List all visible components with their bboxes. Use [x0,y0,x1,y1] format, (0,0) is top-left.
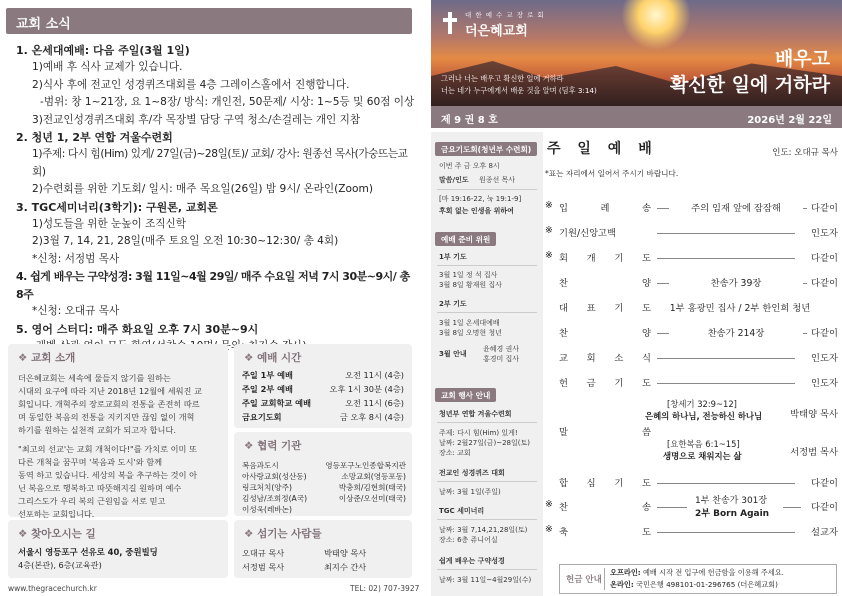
offering-online [610,580,778,590]
label-char: 기 [614,303,624,314]
divider [437,189,537,190]
service-leader: 인도: 오대규 목사 [772,148,838,158]
banner-title-line1: 배우고 [774,48,830,70]
news-item-5-line: 문의: [220,339,245,352]
label-char: 도 [642,253,651,264]
service-times-box [234,344,412,428]
order-label [559,524,651,538]
label-char: 도 [642,303,651,314]
right-page [421,0,842,596]
label-char: 찬 [559,328,568,339]
usher-head: 3월 안내 [439,350,467,358]
divider [437,519,537,520]
news-item-4-title: 4. 쉽게 배우는 구약성경: 3월 11일~4월 29일/ 매주 수요일 저녁 7시 30분~9시/ 총 8주 [16,270,410,301]
sermon-block [545,394,842,464]
order-row [545,225,842,241]
partner-name: 아사랑교회(성산동) [242,472,307,481]
news-item-4-line: *신청: 오대규 목사 [32,305,120,318]
standing-mark: ※ [545,200,553,211]
service-times-title: ❖ 예배 시간 [244,350,301,365]
friday-time: 이번 주 금 오후 8시 [439,162,500,170]
prayer-2-row: 3월 8일 오명현 청년 [439,329,502,337]
denomination-label: 대 한 예 수 교 장 로 회 [465,11,545,19]
intro-line: 더은혜교회는 세속에 물들지 않기를 원하는 [18,373,171,383]
order-performer: 인도자 [811,353,838,364]
news-item-3-line: *신청: 서정범 목사 [32,252,120,265]
news-list [16,42,416,355]
standing-mark: ※ [545,250,553,261]
time-label: 주일 2부 예배 [242,384,293,394]
address-line: 서울시 영등포구 선유로 40, 중원빌딩 [18,547,158,557]
leader-line [803,283,807,284]
partner-name: 영등포구노인종합복지관 [325,461,406,470]
label-char: 금 [586,378,596,389]
intro-line: 동역 하고 있습니다. 세상의 복을 추구하는 것이 아 [18,470,198,480]
order-label [559,275,651,289]
prayer-2-head: 2부 기도 [439,300,467,308]
servant-name: 서정범 목사 [242,562,285,572]
label-char: 찬 [559,278,568,289]
news-item-1-title: 1. 온세대예배: 다음 주일(3월 1일) [16,44,190,57]
phone-number: TEL: 02) 707-3927 [350,584,420,593]
cross-logo-icon [441,12,459,34]
divider [437,265,537,266]
leader-line [657,333,669,334]
order-row [545,250,842,266]
order-row [545,325,842,341]
label-char: 헌 [559,378,568,389]
servant-name: 박태양 목사 [324,548,367,558]
website-link[interactable]: www.thegracechurch.kr [8,584,97,593]
address-floor: 4층(본관), 6층(교육관) [18,560,102,570]
news-item-3-line: 1)성도들을 위한 눈높이 조직신학 [32,218,187,231]
order-performer: 다같이 [811,203,838,214]
leader-line [657,208,669,209]
order-label [559,300,651,314]
standing-mark: ※ [545,524,553,535]
partner-name: 링크처치(양주) [242,483,292,492]
label-char: 기 [614,378,624,389]
news-item-1-line: -범위: 창 1~21장, 요 1~8장/ 방식: 개인전, 50문제/ 시상: 1~5등 및 60점 이상 [40,96,415,109]
label-char: 도 [642,478,651,489]
verse-line2: 너는 네가 누구에게서 배운 것을 알며 (딤후 3:14) [441,86,597,95]
prayer-1-row: 3월 8일 황재원 집사 [439,281,502,289]
order-label [559,250,651,264]
issue-date: 2026년 2월 22일 [747,115,832,126]
label-char: 도 [642,378,651,389]
label-char: 말 [559,427,568,438]
leader-line [803,208,807,209]
order-performer: 다같이 [811,328,838,339]
online-label: 온라인: [610,580,634,589]
divider [437,569,537,570]
order-label [559,325,651,339]
servants-title: ❖ 섬기는 사람들 [244,526,322,541]
divider [437,312,537,313]
event-detail: 장소: 교회 [439,449,471,457]
label-char: 도 [642,527,651,538]
partners-title: ❖ 협력 기관 [244,438,301,453]
news-item-3-line: 2)3월 7, 14, 21, 28일(매주 토요일 오전 10:30~12:30/ 총 4회) [32,235,339,248]
time-label: 주일 교회학교 예배 [242,398,311,408]
label-char: 소 [614,353,624,364]
partner-name: 이상준/오선미(태국) [338,494,406,503]
label-char: 양 [642,328,651,339]
prayer-1-row: 3월 1일 정 석 집사 [439,271,498,279]
order-row [545,275,842,291]
sermon-1-ref: [창세기 32:9~12] [667,399,737,409]
closing-hymn-label [559,499,651,513]
event-detail: 날짜: 3월 1일(주일) [439,488,501,496]
worship-prep-tag: 예배 준비 위원 [435,232,496,246]
leader-line [657,532,795,533]
order-performer: 다같이 [811,253,838,264]
news-item-1-line: 2)식사 후에 전교인 성경퀴즈대회를 4층 그레이스홀에서 진행합니다. [32,78,350,91]
news-item-2-line: 2)수련회를 위한 기도회/ 일시: 매주 목요일(26일) 밤 9시/ 온라인(Zoom) [32,183,373,196]
order-label [559,375,651,389]
intro-line: 하기를 원하는 실천적 교회가 되고자 합니다. [18,425,176,435]
label-char: 양 [642,278,651,289]
intro-line: 선포하는 교회입니다. [18,509,95,519]
label-char: 기원/신앙고백 [559,228,617,239]
standing-note: *표는 자리에서 일어서 주시기 바랍니다. [545,169,679,178]
leader-line [657,507,687,508]
partner-name: 소망교회(영등포동) [341,472,406,481]
volume-number: 제 9 권 8 호 [441,115,498,126]
online-account: 국민은행 498101-01-296765 (더은혜교회) [636,580,778,589]
time-label: 주일 1부 예배 [242,370,293,380]
event-detail: 날짜: 2월27일(금)~28일(토) [439,439,530,447]
intro-text [18,372,224,521]
standing-mark: ※ [545,225,553,236]
label-char: 입 [559,203,568,214]
leader-line [657,233,795,234]
order-label [559,475,651,489]
news-item-3-title: 3. TGC세미너리(3학기): 구원론, 교회론 [16,200,218,214]
news-header-title: 교회 소식 [16,17,71,32]
event-detail: 날짜: 3월 7,14,21,28일(토) [439,526,528,534]
leader-line [657,483,795,484]
order-content: 찬송가 39장 [710,278,762,289]
news-item-1-line: 3)전교인성경퀴즈대회 후/각 목장별 담당 구역 청소/손걸레는 개인 지참 [32,113,361,126]
partner-name: 박충희/김현희(태국) [338,483,406,492]
event-title: 청년부 연합 겨울수련회 [439,410,512,418]
closing-hymn-2: 2부 Born Again [695,509,770,519]
leader-line [803,333,807,334]
offline-text: 예배 시작 전 입구에 헌금함을 이용해 주세요. [642,568,784,577]
news-header [6,8,412,34]
divider [604,568,605,590]
offering-offline [610,568,784,578]
order-row [545,200,842,216]
intro-box [8,344,228,517]
label-char: 심 [586,478,596,489]
friday-scripture: [마 19:16-22, 눅 19:1-9] [439,195,522,203]
event-title: TGC 세미너리 [439,507,485,515]
sermon-2-ref: [요한복음 6:1~15] [667,439,740,449]
order-performer: 인도자 [811,228,838,239]
label-char: 례 [600,203,610,214]
order-label [559,225,651,239]
label-char: 개 [586,253,596,264]
leader-line [783,507,801,508]
sermon-1-preacher: 박태양 목사 [790,409,838,420]
events-tag: 교회 행사 안내 [435,388,496,402]
service-title: 주 일 예 배 [547,141,658,157]
order-performer: 다같이 [811,478,838,489]
order-row [545,475,842,491]
label-char: 기 [614,478,624,489]
label-char: 축 [559,527,568,538]
news-item-2-title: 2. 청년 1, 2부 연합 겨울수련회 [16,131,173,145]
partner-name: 김성남/조희정(A국) [242,494,308,503]
order-content: 1부 홍광민 집사 / 2부 한인희 청년 [669,303,811,314]
verse-line1: 그러나 너는 배우고 확신한 일에 거하라 [441,74,564,83]
intro-line: 닌 복음으로 행복하고 따뜻해지길 원하며 예수 [18,483,182,493]
standing-mark: ※ [545,499,553,510]
event-detail: 날짜: 3월 11일~4월29일(수) [439,576,532,584]
sermon-2-title: 생명으로 채워지는 삶 [663,451,742,461]
intro-line: 시대의 요구에 따라 지난 2018년 12월에 세워진 교 [18,386,202,396]
usher-name: 윤혜경 권사 [483,345,520,353]
divider [437,481,537,482]
time-value: 금 오후 8시 (4층) [339,412,404,422]
usher-name: 홍경미 집사 [483,355,520,363]
intro-line: 다른 개척을 꿈꾸며 '복음과 도시'와 함께 [18,457,163,467]
sermon-1-title: 은혜의 하나님, 전능하신 하나님 [645,411,763,421]
label-char: 대 [559,303,568,314]
cover-banner [431,0,842,106]
servant-name: 최지수 간사 [324,562,367,572]
directions-title: ❖ 찾아오시는 길 [18,526,96,541]
offline-label: 오프라인: [610,568,641,577]
leader-line [657,358,795,359]
news-item-5-title: 5. 영어 스터디: 매주 화요일 오후 7시 30분~9시 [16,322,259,336]
order-row [545,350,842,366]
label-char: 식 [642,353,651,364]
banner-title-line2: 확신한 일에 거하라 [669,74,830,96]
label-char: 기 [614,253,624,264]
news-item-1-line: 1)예배 후 식사 교제가 있습니다. [32,61,183,74]
time-value: 오후 1시 30분 (4층) [329,384,404,394]
time-value: 오전 11시 (4층) [345,370,404,380]
intro-line: 며 동일한 복음의 전통을 지키지만 끊임 없이 개혁 [18,412,195,422]
partner-name: 복음과도시 [242,461,279,470]
order-label [559,200,651,214]
partner-name: 이성욱(레바논) [242,505,292,514]
servants-box [234,520,412,578]
sermon-2-preacher: 서정범 목사 [790,447,838,458]
label-char: 송 [642,502,651,513]
friday-sermon-title: 후회 없는 인생을 위하여 [439,207,514,215]
divider [437,422,537,423]
order-content: 찬송가 214장 [707,328,765,339]
leader-line [657,283,669,284]
intro-line: 회입니다. 개혁주의 장로교회의 전통을 존전히 따르 [18,399,200,409]
church-name: 더은혜교회 [465,24,528,39]
closing-hymn-by: 다같이 [811,502,838,513]
time-label: 금요기도회 [242,412,282,422]
partners-box [234,432,412,516]
label-char: 씀 [642,427,651,438]
label-char: 찬 [559,502,568,513]
intro-title: ❖ 교회 소개 [18,350,75,365]
directions-box [8,520,228,578]
offering-label: 헌금 안내 [566,575,602,585]
label-char: 회 [586,353,596,364]
issue-bar [431,106,842,128]
event-title: 전교인 성경퀴즈 대회 [439,469,505,477]
order-performer: 인도자 [811,378,838,389]
news-item-2-line: 1)주제: 다시 힘(Him) 있게/ 27일(금)~28일(토)/ 교회/ 강사: 원종선 목사(가숭뜨는교회) [32,148,408,178]
event-detail: 장소: 6층 쥬니어실 [439,536,498,544]
info-sidebar [431,132,543,596]
intro-line: 그리스도가 우리 복의 근원임을 서로 믿고 [18,496,166,506]
offering-info-box [559,564,837,594]
order-performer: 다같이 [811,278,838,289]
servant-name: 오대규 목사 [242,548,285,558]
order-label [559,350,651,364]
closing-hymn-row [545,492,842,522]
label-char: 교 [559,353,568,364]
order-of-service [545,132,842,596]
event-detail: 주제: 다시 힘(Him) 있게! [439,429,518,437]
prayer-1-head: 1부 기도 [439,253,467,261]
order-row [545,375,842,391]
label-char: 회 [559,253,568,264]
closing-hymn-1: 1부 찬송가 301장 [695,496,768,506]
friday-leader-label: 말씀/인도 [439,176,469,184]
label-char: 송 [642,203,651,214]
event-title: 쉽게 배우는 구약성경 [439,557,505,565]
leader-line [657,258,795,259]
order-row [545,300,842,316]
sunrise-image [621,0,691,50]
label-char: 합 [559,478,568,489]
order-content: 주의 임재 앞에 잠잠해 [691,203,781,214]
time-value: 오전 11시 (6층) [345,398,404,408]
friday-prayer-tag: 금요기도회(청년부 수련회) [435,142,537,156]
intro-line: "최고의 선교'는 교회 개척이다!"를 가치로 이미 또 [18,444,197,454]
prayer-2-row: 3월 1일 온세대예배 [439,319,500,327]
order-performer: 설교자 [811,527,838,538]
label-char: 표 [586,303,596,314]
leader-line [657,383,795,384]
sermon-label [559,424,651,438]
order-row [545,524,842,540]
friday-leader: 원종선 목사 [479,176,516,184]
